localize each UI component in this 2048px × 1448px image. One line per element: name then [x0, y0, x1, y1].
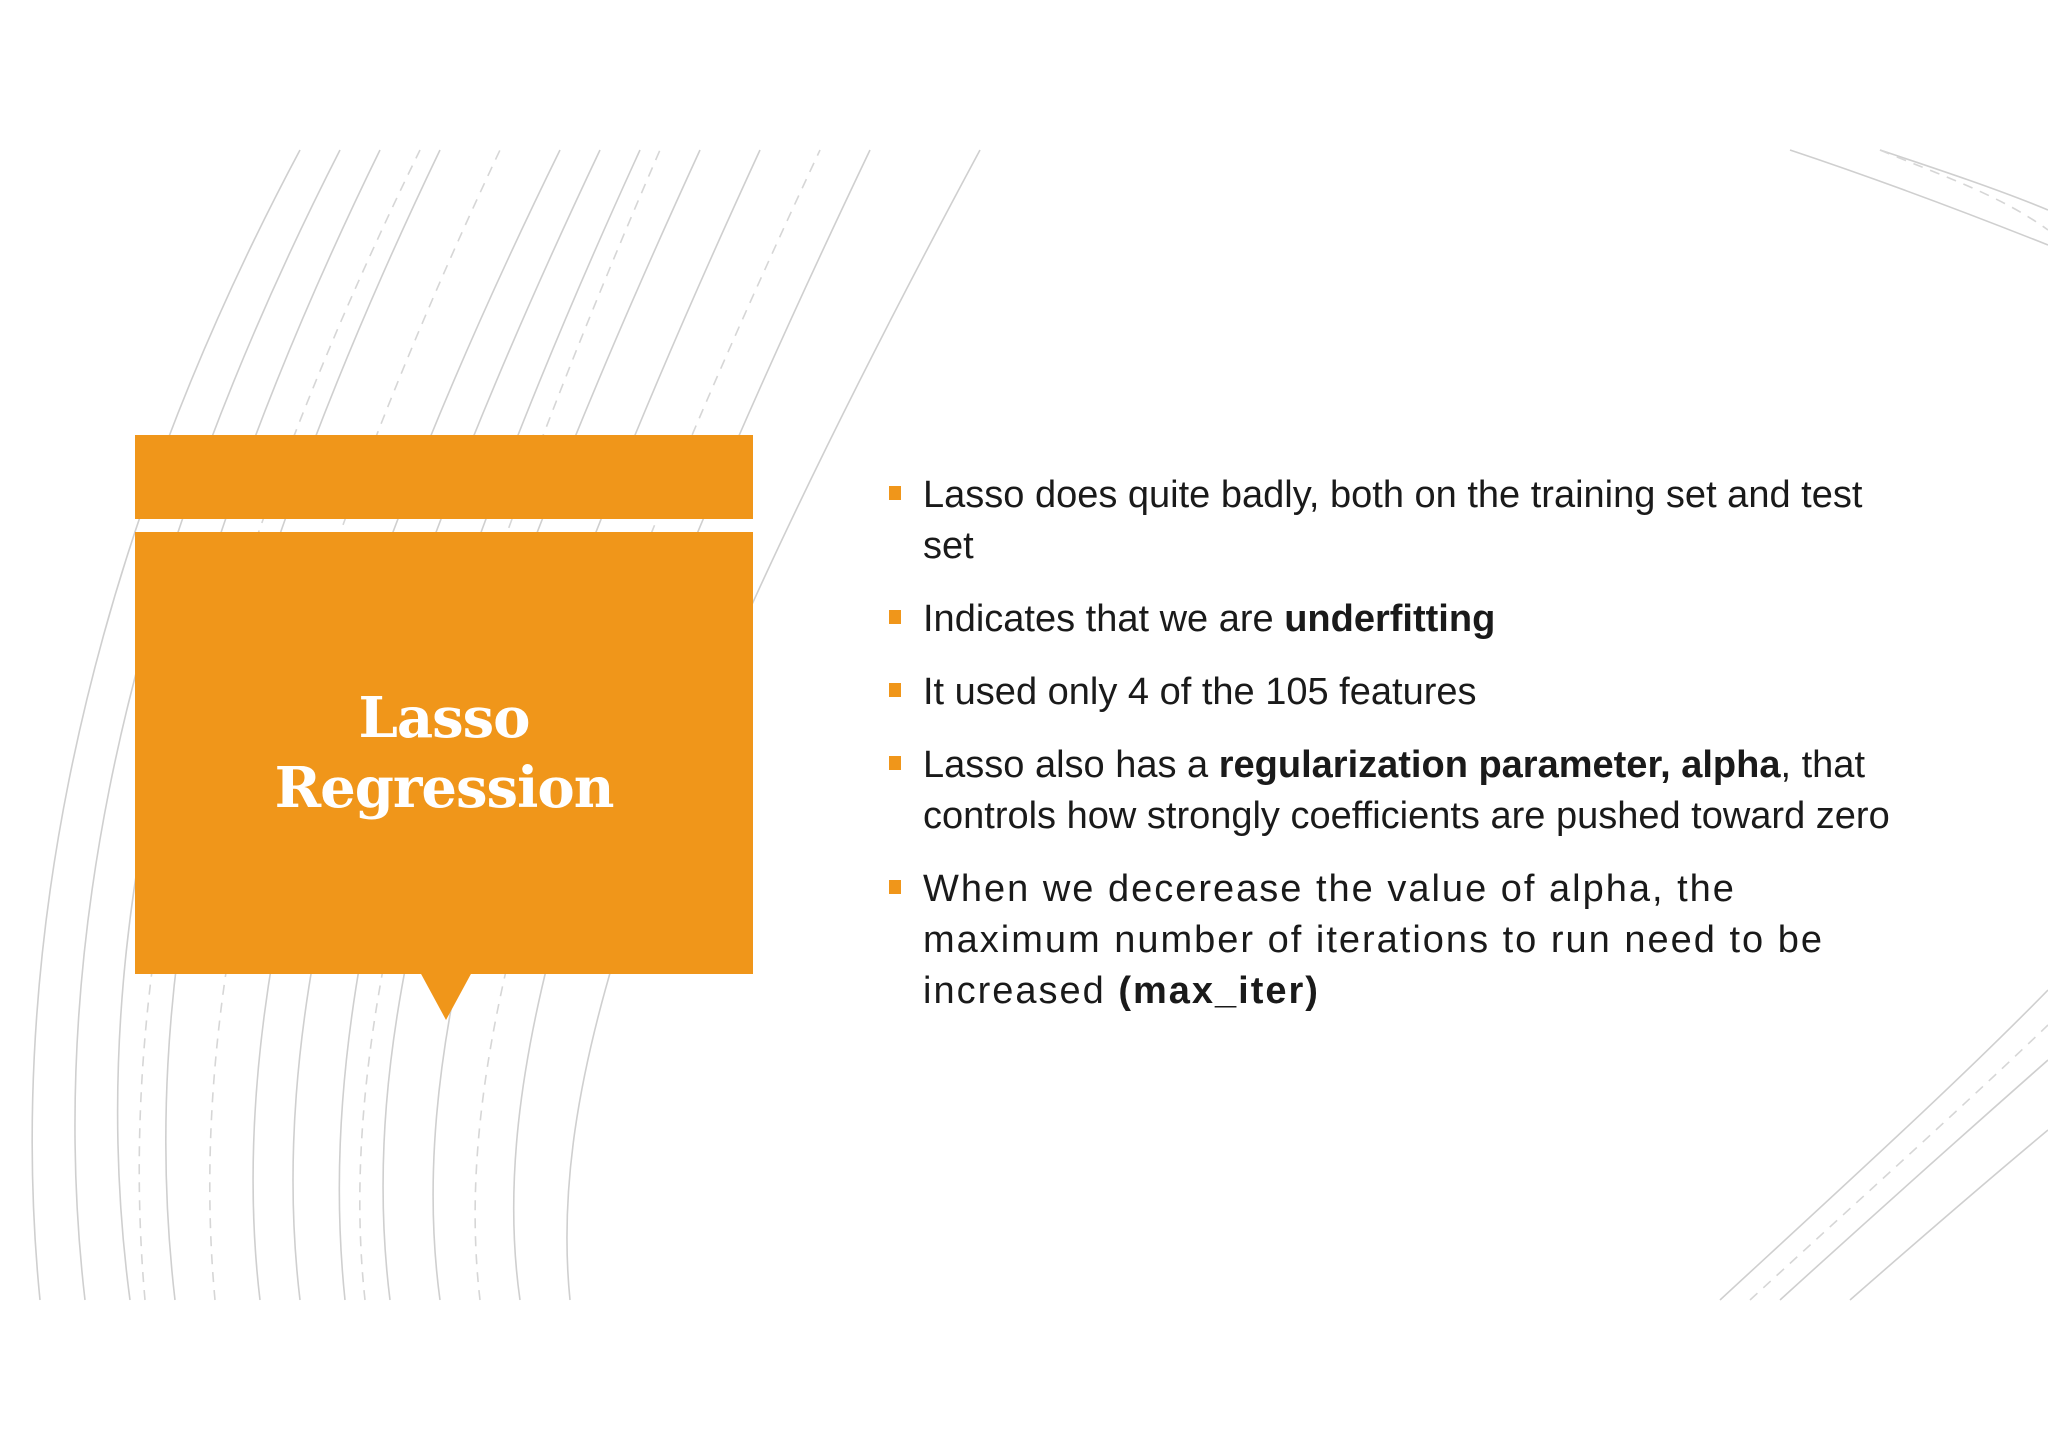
square-bullet-icon	[889, 683, 901, 697]
bullet-text-prefix: When we decerease the value of alpha, the maximum number of iterations to run need to be increased	[923, 868, 1824, 1012]
title-box	[135, 532, 753, 974]
title-line-2: Regression	[274, 755, 614, 821]
bullet-text-suffix: , that controls how strongly coefficients are pushed toward zero	[923, 744, 1890, 837]
bullet-text-prefix: Indicates that we are	[923, 598, 1285, 640]
bullet-item	[885, 594, 1915, 645]
bullet-text-bold: (max_iter)	[1118, 970, 1320, 1012]
square-bullet-icon	[889, 486, 901, 500]
bullet-text: It used only 4 of the 105 features	[923, 671, 1477, 713]
bullet-list	[885, 470, 1915, 1039]
title-line-1: Lasso	[358, 685, 530, 751]
bullet-text-bold: regularization parameter, alpha	[1218, 744, 1781, 786]
square-bullet-icon	[889, 610, 901, 624]
square-bullet-icon	[889, 880, 901, 894]
title-pointer-triangle	[420, 972, 472, 1020]
bullet-text-bold: underfitting	[1284, 598, 1496, 640]
title-header-band	[135, 435, 753, 519]
bullet-item	[885, 864, 1915, 1017]
bullet-text-prefix: Lasso also has a	[923, 744, 1219, 786]
bullet-item	[885, 740, 1915, 842]
bullet-item	[885, 667, 1915, 718]
bullet-text: Lasso does quite badly, both on the training set and test set	[923, 474, 1863, 567]
slide-title	[164, 683, 724, 823]
square-bullet-icon	[889, 756, 901, 770]
bullet-item	[885, 470, 1915, 572]
